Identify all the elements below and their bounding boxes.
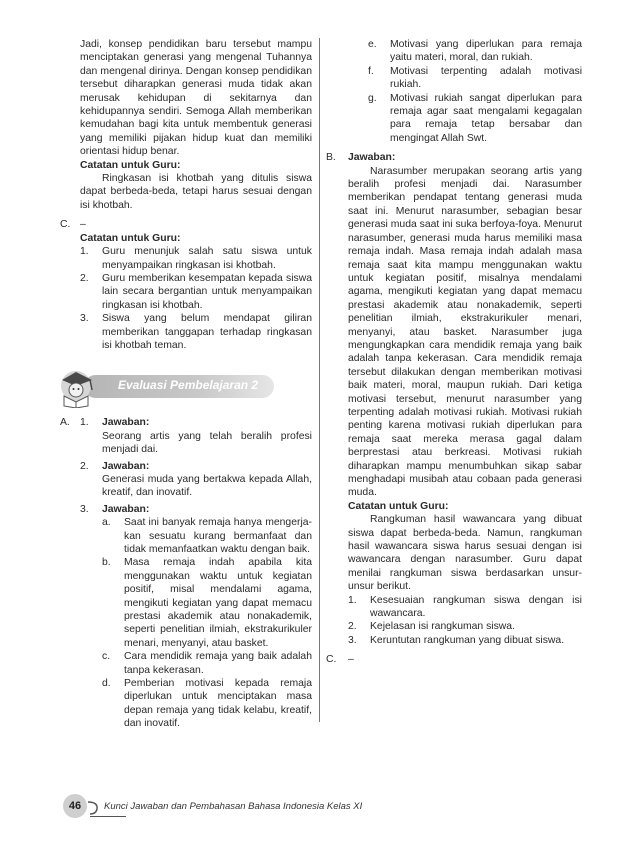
answer-title: Jawaban: xyxy=(348,152,396,164)
paragraph: Jadi, konsep pendidikan baru tersebut mampu menciptakan generasi yang mengenal Tuhannya dan mengenal dirinya. Dengan konsep pendidikan tersebut diharapkan generasi muda tidak akan merusak kehidupan di sekitarnya dan kehidupannya sendiri. Semoga Allah memberikan kemudahan bagi kita untuk membentuk generasi yang memiliki pijakan hidup kuat dan memiliki orientasi hidup benar. xyxy=(80,39,312,158)
item-number: 2. xyxy=(80,272,89,284)
list-item xyxy=(348,634,582,647)
note-title: Catatan untuk Guru: xyxy=(80,159,181,171)
item-number: 3. xyxy=(80,313,89,325)
item-text: Guru menunjuk salah satu siswa untuk menyampaikan ringkasan isi khotbah. xyxy=(102,246,312,271)
section-label: B. xyxy=(326,152,336,164)
sub-text: Pemberian motivasi kepada remaja diperlukan untuk menciptakan masa depan remaja yang tidak kelabu, kreatif, dan inovatif. xyxy=(124,678,312,730)
sub-letter: a. xyxy=(102,517,111,529)
dash: – xyxy=(348,654,354,666)
sub-item xyxy=(368,65,582,92)
sub-item xyxy=(368,38,582,65)
answer-text: Narasumber merupakan seorang artis yang beralih profesi menjadi dai. Narasumber memberikan pendapat tentang generasi muda saat ini. Menurut narasumber, sebagian besar generasi muda saat ini suka berfoya-foya. Menurut narasumber, generasi muda harus memiliki masa remaja indah. Masa remaja indah adalah masa remaja saat kita mampu menggunakan waktu untuk kegiatan positif, misalnya mendalami agama, mengikuti kegiatan yang dapat memacu prestasi akademik atau nonakademik, seperti penelitian ilmiah, ekstrakurikuler menari, menyanyi, atau basket. Narasumber juga mengungkapkan cara mendidik remaja yang baik adalah tanpa kekerasan. Cara mendidik remaja tersebut dilakukan dengan memberikan motivasi baik materi, moral, maupun rukiah. Dari ketiga motivasi tersebut, menurut narasumber yang terpenting adalah motivasi rukiah. Motivasi rukiah penting karena motivasi rukiah diperlukan para remaja saat mereka merasa gagal dalam berprestasi atau berkreasi. Motivasi rukiah diharapkan mampu menumbuhkan sikap sabar menghadapi musibah atau cobaan pada generasi muda. xyxy=(348,165,582,499)
list-item xyxy=(348,594,582,621)
footer-hook-icon xyxy=(86,800,100,816)
dash: – xyxy=(80,219,86,231)
item-number: 2. xyxy=(348,621,357,633)
sub-text: Cara mendidik remaja yang baik adalah tanpa kekerasan. xyxy=(124,651,312,676)
sub-letter: c. xyxy=(102,651,111,663)
answer-title: Jawaban: xyxy=(102,460,150,472)
item-number: 3. xyxy=(80,503,89,515)
section-label: A. xyxy=(60,417,70,429)
note-title: Catatan untuk Guru: xyxy=(348,500,449,512)
banner-title: Evaluasi Pembelajaran 2 xyxy=(118,378,259,393)
continued-sub-items xyxy=(326,38,582,145)
note-text: Rangkuman hasil wawancara yang dibuat siswa dapat berbeda-beda. Namun, rangkuman hasil wawancara siswa harus sesuai dengan isi wawancara dengan narasumber. Guru dapat menilai rangkuman siswa berdasarkan unsur-unsur berikut. xyxy=(348,514,582,593)
sub-item xyxy=(368,92,582,146)
item-number: 1. xyxy=(80,417,89,429)
sub-text: Motivasi terpenting adalah motivasi rukiah. xyxy=(390,65,582,91)
item-text: Guru memberikan kesempatan kepada siswa lain secara bergantian untuk menyampaikan ringkasan isi khotbah. xyxy=(102,272,312,311)
answer-title: Jawaban: xyxy=(102,417,150,429)
sub-item xyxy=(102,556,312,650)
page-number: 46 xyxy=(63,794,87,818)
sub-item xyxy=(102,516,312,556)
section-b xyxy=(326,151,582,647)
right-column xyxy=(326,38,582,667)
note-text: Ringkasan isi khotbah yang ditulis siswa dapat berbeda-beda, tetapi harus sesuai dengan isi khotbah. xyxy=(80,173,312,211)
evaluation-banner xyxy=(60,366,312,408)
section-a xyxy=(60,416,312,730)
item-number: 2. xyxy=(80,460,89,472)
column-divider xyxy=(319,38,320,722)
section-label: C. xyxy=(326,654,337,666)
sub-letter: e. xyxy=(368,39,377,50)
sub-item xyxy=(102,650,312,677)
item-text: Siswa yang belum mendapat giliran memberikan tanggapan terhadap ringkasan isi khotbah teman. xyxy=(102,313,312,351)
list-item xyxy=(80,460,312,500)
section-label: C. xyxy=(60,219,71,231)
sub-letter: b. xyxy=(102,557,111,569)
left-column xyxy=(60,38,312,731)
sub-text: Motivasi yang diperlukan para remaja yaitu materi, moral, dan rukiah. xyxy=(390,39,582,64)
sub-letter: f. xyxy=(368,65,374,77)
sub-text: Motivasi rukiah sangat diperlukan para remaja agar saat mengalami kegagalan para remaja tetap bersabar dan mengingat Allah Swt. xyxy=(390,92,582,144)
sub-letter: g. xyxy=(368,92,377,104)
section-c xyxy=(60,218,312,352)
section-a-continuation xyxy=(60,38,312,212)
student-reading-icon xyxy=(54,366,110,408)
list-item xyxy=(80,416,312,456)
item-text: Kesesuaian rangkuman siswa dengan isi wawancara. xyxy=(370,594,582,620)
list-item xyxy=(80,272,312,312)
answer-title: Jawaban: xyxy=(102,503,150,515)
sub-item xyxy=(102,677,312,731)
answer-text: Seorang artis yang telah beralih profesi menjadi dai. xyxy=(102,430,312,456)
item-number: 3. xyxy=(348,634,357,646)
sub-letter: d. xyxy=(102,678,111,690)
list-item xyxy=(80,312,312,352)
item-number: 1. xyxy=(80,246,89,258)
list-item xyxy=(80,503,312,731)
sub-text: Saat ini banyak remaja hanya mengerja-kan sesuatu kurang bermanfaat dan tidak memanfaatkan waktu dengan baik. xyxy=(124,517,312,555)
item-text: Keruntutan rangkuman yang dibuat siswa. xyxy=(370,634,565,646)
answer-text: Generasi muda yang bertakwa kepada Allah, kreatif, dan inovatif. xyxy=(102,473,312,499)
section-c-right xyxy=(326,653,582,666)
list-item xyxy=(348,620,582,633)
footer-rule xyxy=(90,816,126,817)
item-text: Kejelasan isi rangkuman siswa. xyxy=(370,621,515,633)
item-number: 1. xyxy=(348,594,357,606)
list-item xyxy=(80,245,312,272)
note-title: Catatan untuk Guru: xyxy=(80,232,181,244)
sub-text: Masa remaja indah apabila kita menggunakan waktu untuk kegiatan positif, misal mendalami agama, mengikuti kegiatan yang dapat memacu prestasi akademik atau nonakademik, seperti penelitian ilmiah, ekstrakurikuler menari, menyanyi, atau basket. xyxy=(124,557,312,649)
footer-title: Kunci Jawaban dan Pembahasan Bahasa Indonesia Kelas XI xyxy=(104,801,363,812)
